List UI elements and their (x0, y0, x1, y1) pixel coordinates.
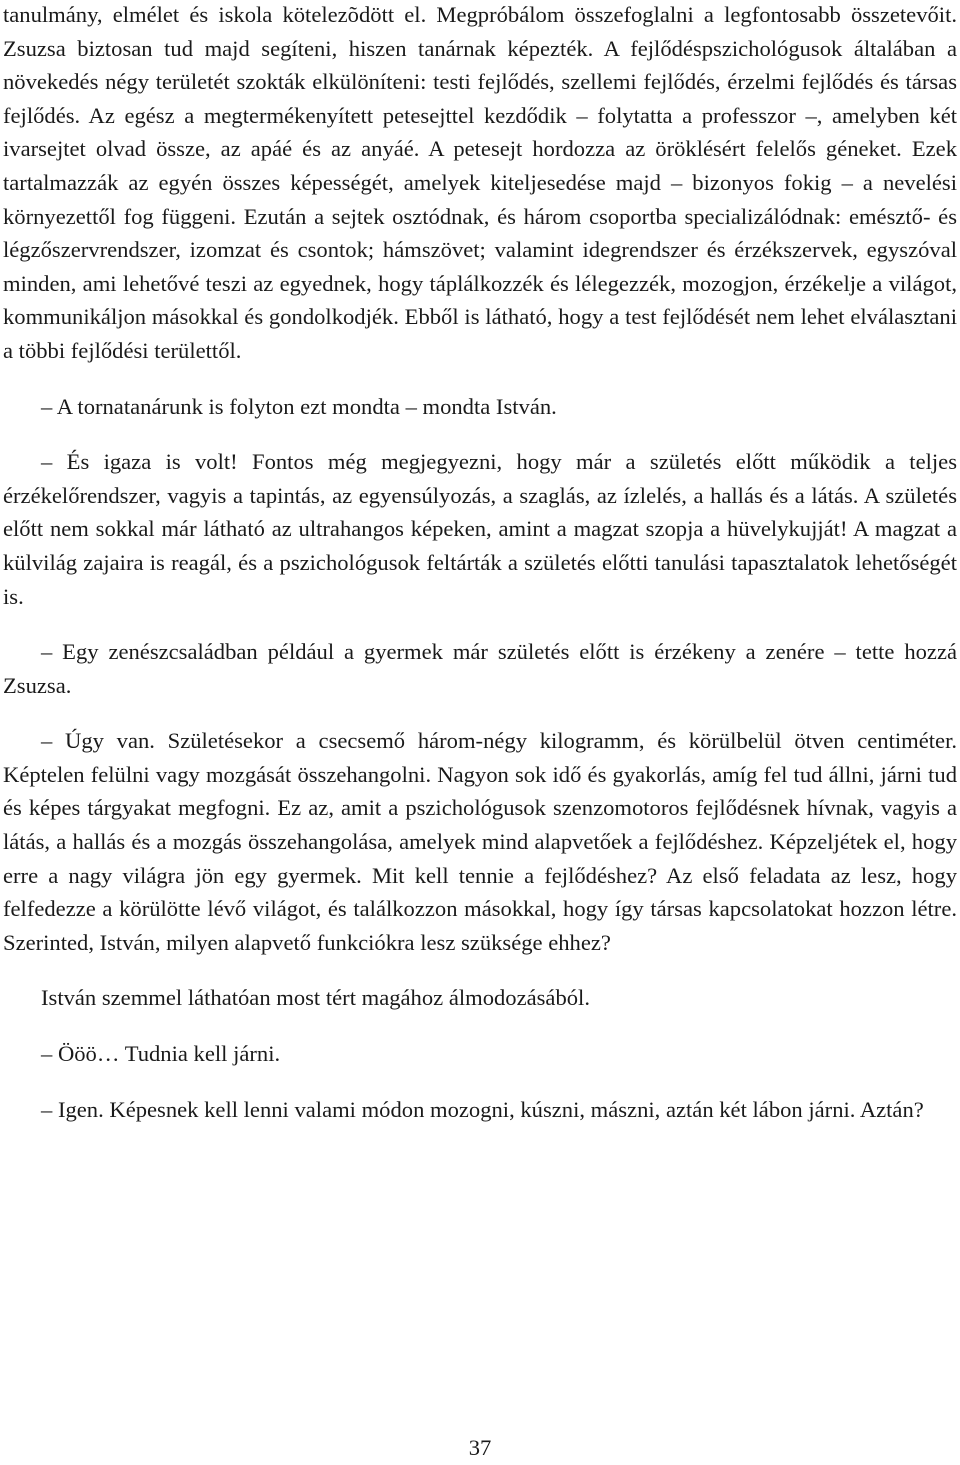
paragraph-7: – Ööö… Tudnia kell járni. (41, 1041, 281, 1067)
paragraph-3: – És igaza is volt! Fontos még megjegyezni, hogy már a születés előtt működik a teljes érzékelőrendszer, vagyis a tapintás, az egyensúlyozás, a szaglás, az ízlelés, a hallás és a látás. A születés előtt nem sokkal már látható az ultrahangos képeken, amint a magzat szopja a hüvelykujját! A magzat a külvilág zajaira is reagál, és a pszichológusok feltárták a születés előtti tanulási tapasztalatok lehetőségét is. (3, 449, 957, 609)
paragraph-8: – Igen. Képesnek kell lenni valami módon mozogni, kúszni, mászni, aztán két lábon járni. Aztán? (41, 1096, 924, 1122)
paragraph-4: – Egy zenészcsaládban például a gyermek már születés előtt is érzékeny a zenére – tette hozzá Zsuzsa. (3, 639, 957, 698)
paragraph-6: István szemmel láthatóan most tért magához álmodozásából. (41, 985, 590, 1011)
paragraph-2: – A tornatanárunk is folyton ezt mondta – mondta István. (41, 393, 557, 419)
paragraph-1: tanulmány, elmélet és iskola kötelezõdött el. Megpróbálom összefoglalni a legfontosabb összetevőit. Zsuzsa biztosan tud majd segíteni, hiszen tanárnak képezték. A fejlődéspszichológusok általában a növekedés négy területét szokták elkülöníteni: testi fejlődés, szellemi fejlődés, érzelmi fejlődés és társas fejlődés. Az egész a megtermékenyített petesejttel kezdődik – folytatta a professzor –, amelyben két ivarsejtet olvad össze, az apáé és az anyáé. A petesejt hordozza az öröklésért felelős géneket. Ezek tartalmazzák az egyén összes képességét, amelyek kiteljesedése majd – bizonyos fokig – a nevelési környezettől fog függeni. Ezután a sejtek osztódnak, és három csoportba specializálódnak: emésztő- és légzőszervrendszer, izomzat és csontok; hámszövet; valamint idegrendszer és érzékszervek, egyszóval minden, ami lehetővé teszi az egyednek, hogy táplálkozzék és lélegezzék, mozogjon, érzékelje a világot, kommunikáljon másokkal és gondolkodjék. Ebből is látható, hogy a test fejlődését nem lehet elválasztani a többi fejlődési területtől. (3, 2, 957, 363)
paragraph-5: – Úgy van. Születésekor a csecsemő három-négy kilogramm, és körülbelül ötven centiméter. Képtelen felülni vagy mozgását összehangolni. Nagyon sok idő és gyakorlás, amíg fel tud állni, járni tud és képes tárgyakat megfogni. Ez az, amit a pszichológusok szenzomotoros fejlődésnek hívnak, vagyis a látás, a hallás és a mozgás összehangolása, amelyek mind alapvetőek a fejlődéshez. Képzeljétek el, hogy erre a nagy világra jön egy gyermek. Mit kell tennie a fejlődéshez? Az első feladata az lesz, hogy felfedezze a körülötte lévő világot, és találkozzon másokkal, hogy így társas kapcsolatokat hozzon létre. Szerinted, István, milyen alapvető funkciókra lesz szüksége ehhez? (3, 728, 957, 955)
body-text (3, 0, 957, 1126)
page-number: 37 (468, 1435, 492, 1460)
